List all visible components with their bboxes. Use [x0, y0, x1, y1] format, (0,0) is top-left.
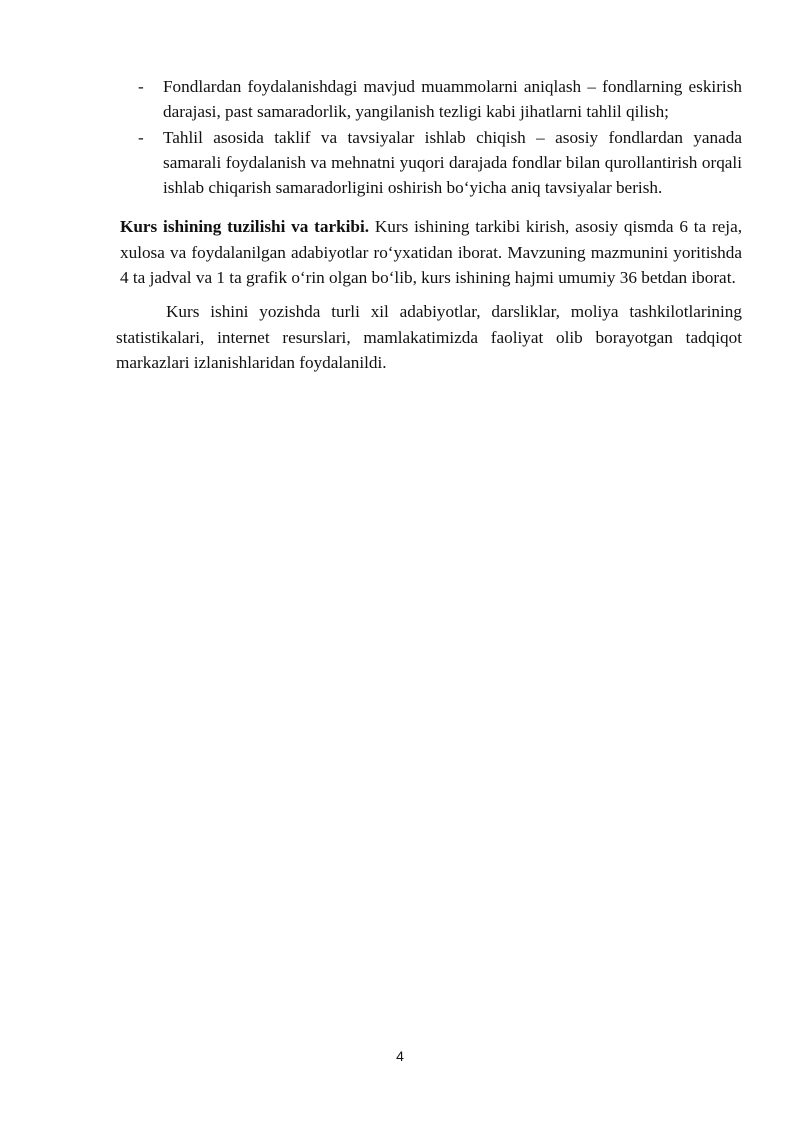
objectives-list: [116, 74, 742, 200]
page-content: [116, 74, 742, 375]
structure-paragraph: [116, 214, 742, 290]
list-item: [116, 74, 742, 125]
bullet-dash: -: [138, 77, 144, 96]
list-item-text: Fondlardan foydalanishdagi mavjud muammolarni aniqlash – fondlarning eskirish darajasi, past samaradorlik, yangilanish tezligi kabi jihatlarni tahlil qilish;: [163, 77, 742, 122]
structure-heading: Kurs ishining tuzilishi va tarkibi.: [120, 217, 370, 237]
structure-body: Kurs ishining tarkibi kirish, asosiy qismda 6 ta reja, xulosa va foydalanilgan adabiyotlar ro‘yxatidan iborat. Mavzuning mazmunini yoritishda 4 ta jadval va 1 ta grafik o‘rin olgan bo‘lib, kurs ishining hajmi umumiy 36 betdan iborat.: [120, 217, 742, 288]
list-item: [116, 125, 742, 201]
page-number: 4: [396, 1048, 404, 1064]
sources-paragraph: Kurs ishini yozishda turli xil adabiyotlar, darsliklar, moliya tashkilotlarining statistikalari, internet resurslari, mamlakatimizda faoliyat olib borayotgan tadqiqot markazlari izlanishlaridan foydalanildi.: [116, 302, 742, 372]
bullet-dash: -: [138, 127, 144, 147]
list-item-text: Tahlil asosida taklif va tavsiyalar ishlab chiqish – asosiy fondlardan yanada samarali foydalanish va mehnatni yuqori darajada fondlar bilan qurollantirish orqali ishlab chiqarish samaradorligini oshirish bo‘yicha aniq tavsiyalar berish.: [163, 127, 742, 198]
